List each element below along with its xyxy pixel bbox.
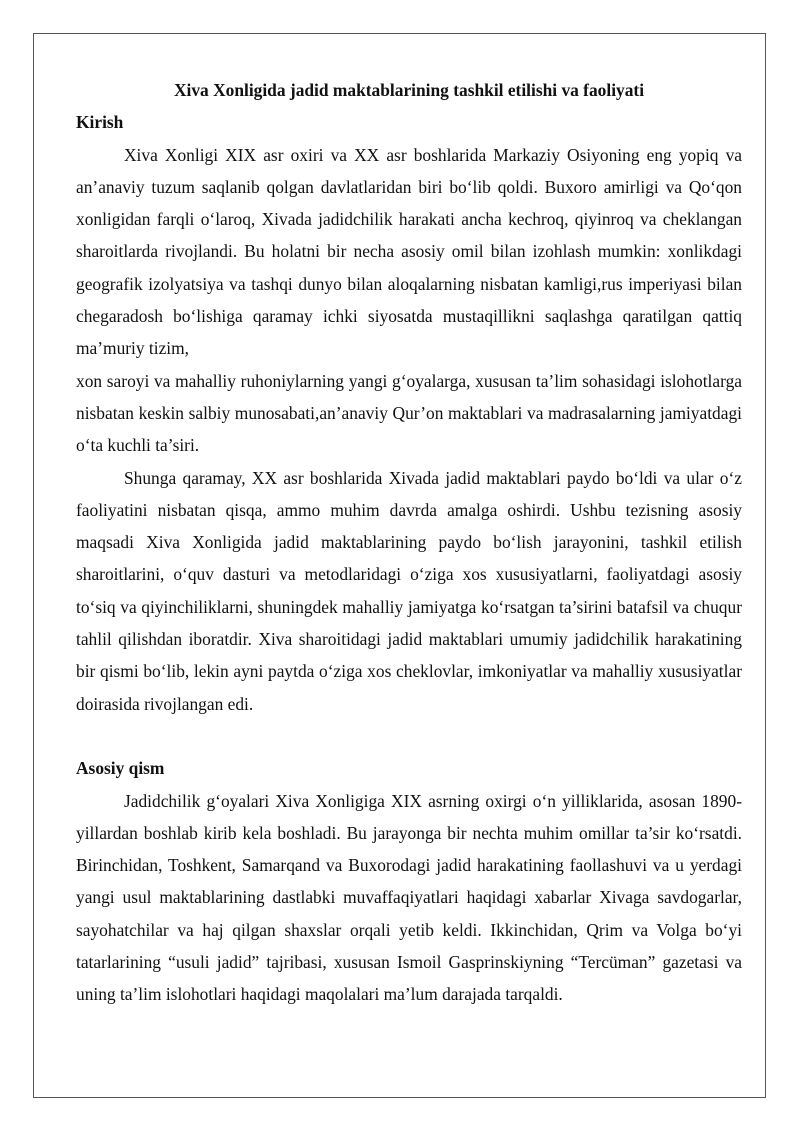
section-heading-main: Asosiy qism xyxy=(76,758,165,779)
paragraph-intro-2: xon saroyi va mahalliy ruhoniylarning yangi g‘oyalarga, xususan ta’lim sohasidagi islohotlarga nisbatan keskin salbiy munosabati,an’anaviy Qur’on maktablari va madrasalarning jamiyatdagi o‘ta kuchli ta’siri. xyxy=(76,370,742,456)
paragraph-main-1: Jadidchilik g‘oyalari Xiva Xonligiga XIX asrning oxirgi o‘n yilliklarida, asosan 1890-yillardan boshlab kirib kela boshladi. Bu jarayonga bir nechta muhim omillar ta’sir ko‘rsatdi. Birinchidan, Toshkent, Samarqand va Buxorodagi jadid harakatining faollashuvi va u yerdagi yangi usul maktablarining dastlabki muvaffaqiyatlari haqidagi xabarlar Xivaga savdogarlar, sayohatchilar va haj qilgan shaxslar orqali yetib keldi. Ikkinchidan, Qrim va Volga bo‘yi tatarlarining “usuli jadid” tajribasi, xususan Ismoil Gasprinskiyning “Tercüman” gazetasi va uning ta’lim islohotlari haqidagi maqolalari ma’lum darajada tarqaldi. xyxy=(76,790,742,1005)
document-title: Xiva Xonligida jadid maktablarining tashkil etilishi va faoliyati xyxy=(173,80,645,100)
document-body xyxy=(76,74,742,1011)
paragraph-intro-3: Shunga qaramay, XX asr boshlarida Xivada jadid maktablari paydo bo‘ldi va ular o‘z faoliyatini nisbatan qisqa, ammo muhim davrda amalga oshirdi. Ushbu tezisning asosiy maqsadi Xiva Xonligida jadid maktablarining paydo bo‘lish jarayonini, tashkil etilish sharoitlarini, o‘quv dasturi va metodlaridagi o‘ziga xos xususiyatlarni, faoliyatdagi asosiy to‘siq va qiyinchiliklarni, shuningdek mahalliy jamiyatga ko‘rsatgan ta’sirini batafsil va chuqur tahlil qilishdan iboratdir. Xiva sharoitidagi jadid maktablari umumiy jadidchilik harakatining bir qismi bo‘lib, lekin ayni paytda o‘ziga xos cheklovlar, imkoniyatlar va mahalliy xususiyatlar doirasida rivojlangan edi. xyxy=(76,467,742,714)
blank-line xyxy=(76,720,742,752)
paragraph-intro-1: Xiva Xonligi XIX asr oxiri va XX asr boshlarida Markaziy Osiyoning eng yopiq va an’anaviy tuzum saqlanib qolgan davlatlaridan biri bo‘lib qoldi. Buxoro amirligi va Qo‘qon xonligidan farqli o‘laroq, Xivada jadidchilik harakati ancha kechroq, qiyinroq va cheklangan sharoitlarda rivojlandi. Bu holatni bir necha asosiy omil bilan izohlash mumkin: xonlikdagi geografik izolyatsiya va tashqi dunyo bilan aloqalarning nisbatan kamligi,rus imperiyasi bilan chegaradosh bo‘lishiga qaramay ichki siyosatda mustaqillikni saqlashga qaratilgan qattiq ma’muriy tizim, xyxy=(76,144,742,359)
section-heading-introduction: Kirish xyxy=(76,112,124,133)
